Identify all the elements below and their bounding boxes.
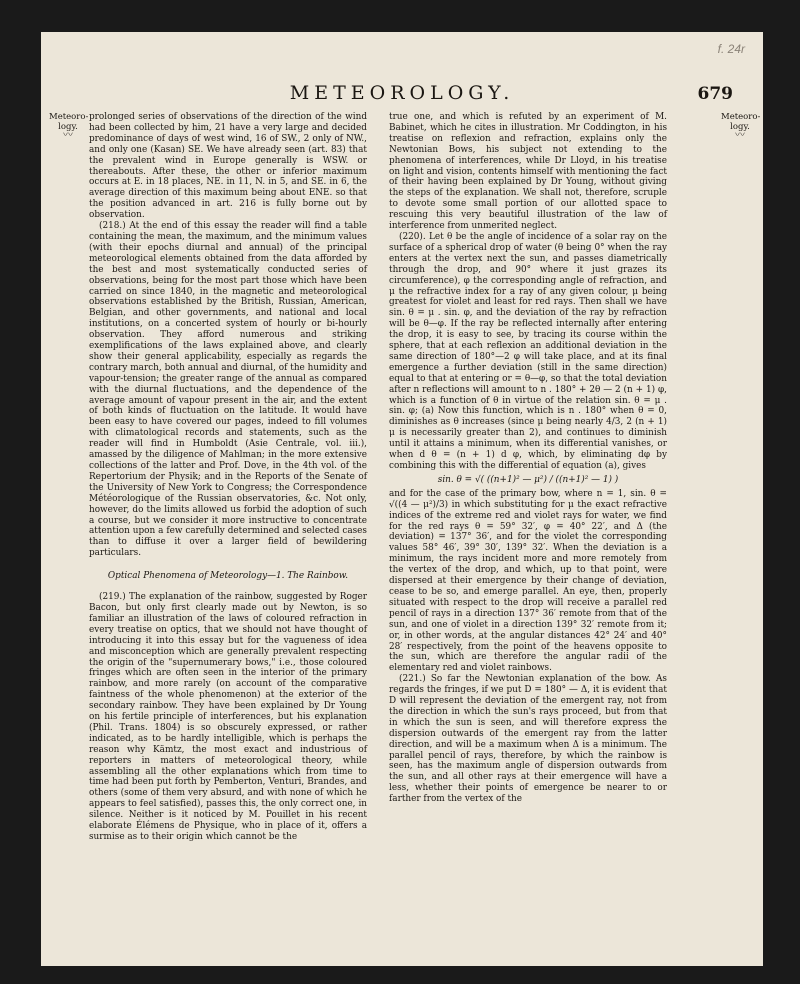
swash-ornament-icon: 〰 [735, 130, 745, 141]
running-header: METEOROLOGY. [289, 82, 515, 104]
margin-note-left [49, 112, 87, 140]
paragraph-220-continued: and for the case of the primary bow, where n = 1, sin. θ = √((4 — μ²)/3) in which substituting for μ the exact refractive indices of the extreme red and violet rays for water, we find for the red rays θ = 59° 32′, φ = 40° 22′, and Δ (the deviation) = 137° 36′, and for the violet the corresponding values 58° 46′, 39° 30′, 139° 32′. When the deviation is a minimum, the rays incident more and more remotely from the vertex of the drop, and which, up to that point, were dispersed at their emergence by their change of deviation, cease to be so, and emerge parallel. An eye, then, properly situated with respect to the drop will receive a parallel red pencil of rays in a direction 137° 36′ remote from that of the sun, and one of violet in a direction 139° 32′ remote from it; or, in other words, at the angular distances 42° 24′ and 40° 28′ respectively, from the point of the heavens opposite to the sun, which are therefore the angular radii of the elementary red and violet rainbows. [389, 488, 667, 674]
paragraph-218: (218.) At the end of this essay the reader will find a table containing the mean, the maximum, and the minimum values (with their epochs diurnal and annual) of the principal meteorological elements obtained from the data afforded by the best and most systematically conducted series of observations, being for the most part those which have been carried on since 1840, in the magnetic and meteorological observations established by the British, Russian, American, Belgian, and other governments, and national and local institutions, on a concerted system of hourly or bi-hourly observation. They afford numerous and striking exemplifications of the laws explained above, and clearly show their general applicability, especially as regards the contrary march, both annual and diurnal, of the humidity and vapour-tension; the greater range of the annual as compared with the diurnal fluctuations, and the dependence of the average amount of vapour present in the air, and the extent of both kinds of fluctuation on the latitude. It would have been easy to have covered our pages, indeed to fill volumes with climatological records and statements, such as the reader will find in Humboldt (Asie Centrale, vol. iii.), amassed by the diligence of Mahlman; in the more extensive collections of the latter and Prof. Dove, in the 4th vol. of the Repertorium der Physik; and in the Reports of the Senate of the University of New York to Congress; the Correspondence Météorologique of the Russian observatories, &c. Not only, however, do the limits allowed us forbid the adoption of such a course, but we consider it more instructive to concentrate attention upon a few carefully determined and selected cases than to diffuse it over a larger field of bewildering particulars. [89, 221, 367, 559]
page-number: 679 [697, 84, 733, 104]
book-page [41, 32, 763, 966]
margin-note-right-text: Meteoro-logy. [721, 112, 761, 132]
left-column [89, 112, 367, 843]
paragraph-continuation: prolonged series of observations of the direction of the wind had been collected by him, 21 have a very large and decided predominance of days of west wind, 16 of SW., 2 only of NW., and only one (Kasan) SE. We have already seen (art. 83) that the prevalent wind in Europe generally is WSW. or thereabouts. After these, the other or inferior maximum occurs at E. in 18 places, NE. in 11, N. in 5, and SE. in 6, the average direction of this maximum being about ENE. so that the position advanced in art. 216 is fully borne out by observation. [89, 112, 367, 221]
paragraph-219-continued: true one, and which is refuted by an experiment of M. Babinet, which he cites in illustration. Mr Coddington, in his treatise on reflexion and refraction, explains only the Newtonian Bows, his subject not extending to the phenomena of interferences, while Dr Lloyd, in his treatise on light and vision, contents himself with mentioning the fact of their having been explained by Dr Young, without giving the steps of the explanation. We shall not, therefore, scruple to devote some small portion of our allotted space to rescuing this very beautiful illustration of the law of interference from unmerited neglect. [389, 112, 667, 232]
equation-sin-theta: sin. θ = √( ((n+1)² — μ²) / ((n+1)² — 1) ) [437, 474, 619, 485]
section-heading-rainbow: Optical Phenomena of Meteorology—1. The Rainbow. [107, 571, 349, 582]
right-column [389, 112, 667, 805]
pencil-folio-mark: f. 24r [717, 42, 745, 56]
paragraph-220: (220). Let θ be the angle of incidence of a solar ray on the surface of a spherical drop of water (θ being 0° when the ray enters at the vertex next the sun, and passes diametrically through the drop, and 90° where it just grazes its circumference), φ the corresponding angle of refraction, and μ the refractive index for a ray of any given colour, μ being greatest for violet and least for red rays. Then shall we have sin. θ = μ . sin. φ, and the deviation of the ray by refraction will be θ—φ. If the ray be reflected internally after entering the drop, it is easy to see, by tracing its course within the sphere, that at each reflexion an additional deviation in the same direction of 180°—2 φ will take place, and at its final emergence a further deviation (still in the same direction) equal to that at entering or = θ—φ, so that the total deviation after n reflections will amount to n . 180° + 2θ — 2 (n + 1) φ, which is a function of θ in virtue of the relation sin. θ = μ . sin. φ; (a) Now this function, which is n . 180° when θ = 0, diminishes as θ increases (since μ being nearly 4/3, 2 (n + 1) μ is necessarily greater than 2), and continues to diminish until it attains a minimum, when its differential vanishes, or when d θ = (n + 1) d φ, which, by eliminating dφ by combining this with the differential of equation (a), gives [389, 231, 667, 471]
margin-note-right [721, 112, 759, 140]
paragraph-219: (219.) The explanation of the rainbow, suggested by Roger Bacon, but only first clearly made out by Newton, is so familiar an illustration of the laws of coloured refraction in every treatise on optics, that we should not have thought of introducing it into this essay but for the vagueness of idea and misconception which are generally prevalent respecting the origin of the "supernumerary bows," i.e., those coloured fringes which are often seen in the interior of the primary rainbow, and more rarely (on account of the comparative faintness of the whole phenomenon) at the exterior of the secondary rainbow. They have been explained by Dr Young on his fertile principle of interferences, but his explanation (Phil. Trans. 1804) is so obscurely expressed, or rather indicated, as to be hardly intelligible, which is perhaps the reason why Kämtz, the most exact and industrious of reporters in matters of meteorological theory, while assembling all the other explanations which from time to time had been put forth by Pemberton, Venturi, Brandes, and others (some of them very absurd, and with none of which he appears to feel satisfied), passes this, the only correct one, in silence. Neither is it noticed by M. Pouillet in his recent elaborate Élémens de Physique, who in place of it, offers a surmise as to their origin which cannot be the [89, 592, 367, 842]
swash-ornament-icon: 〰 [63, 130, 73, 141]
paragraph-221: (221.) So far the Newtonian explanation of the bow. As regards the fringes, if we put D = 180° — Δ, it is evident that D will represent the deviation of the emergent ray, not from the direction in which the sun's rays proceed, but from that in which the sun is seen, and will therefore express the dispersion outwards of the emergent ray from the latter direction, and will be a maximum when Δ is a minimum. The parallel pencil of rays, therefore, by which the rainbow is seen, has the maximum angle of dispersion outwards from the sun, and all other rays at their emergence will have a less, whether their points of emergence be nearer to or farther from the vertex of the [389, 674, 667, 805]
margin-note-left-text: Meteoro-logy. [49, 112, 89, 132]
